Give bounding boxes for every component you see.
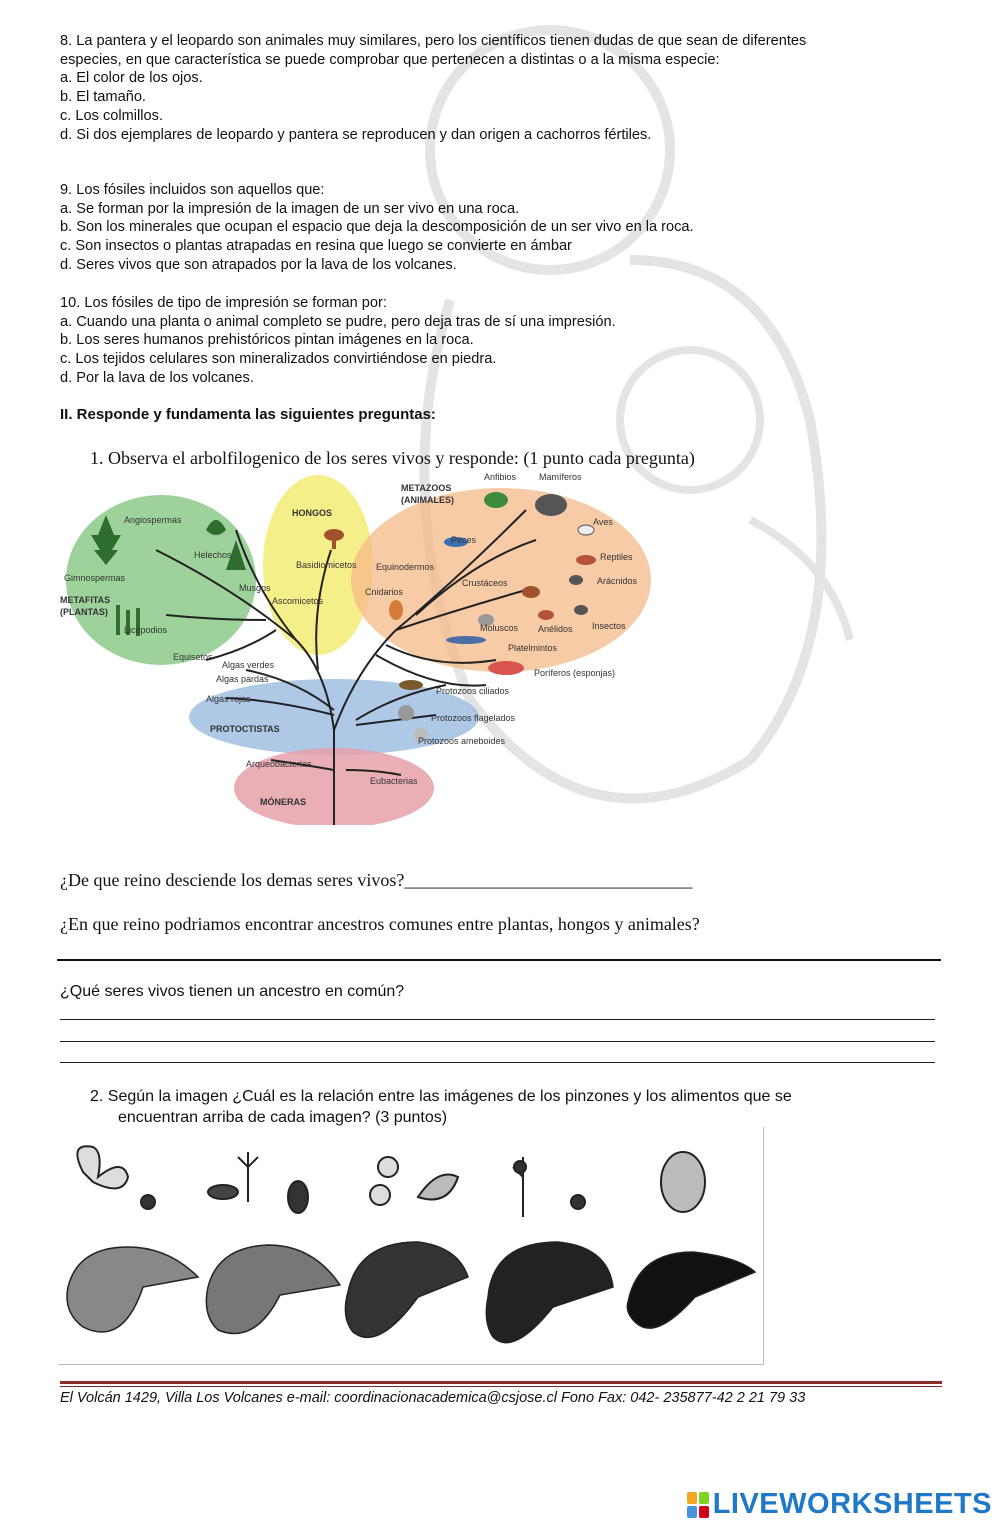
label-metafitas: METAFITAS	[60, 595, 111, 605]
label-moluscos: Moluscos	[480, 623, 519, 633]
finch-1	[67, 1247, 198, 1332]
label-mamiferos: Mamíferos	[539, 472, 582, 482]
question-9	[60, 181, 940, 275]
answer-line-c1[interactable]	[60, 1019, 935, 1020]
label-equinodermos: Equinodermos	[376, 562, 435, 572]
answer-line-c3[interactable]	[60, 1062, 935, 1063]
beetle-icon	[288, 1181, 308, 1213]
question-10-option-b[interactable]: b. Los seres humanos prehistóricos pintan imágenes en la roca.	[60, 332, 474, 349]
label-helechos: Helechos	[194, 550, 232, 560]
finches-illustration	[58, 1127, 764, 1365]
finch-5	[627, 1252, 755, 1328]
liveworksheets-wordmark: LIVEWORKSHEETS	[712, 1488, 992, 1520]
answer-line-c2[interactable]	[60, 1041, 935, 1042]
label-ascomicetos: Ascomicetos	[272, 596, 324, 606]
label-aracnidos: Arácnidos	[597, 576, 638, 586]
question-8-option-a[interactable]: a. El color de los ojos.	[60, 70, 203, 87]
question-8	[60, 32, 940, 144]
label-protozoos-ameboides: Protozoos ameboides	[418, 736, 506, 746]
phylogenetic-tree	[56, 470, 656, 825]
label-protoctistas: PROTOCTISTAS	[210, 724, 280, 734]
label-arqueobacterias: Arqueobacterias	[246, 759, 312, 769]
fly-icon	[571, 1195, 585, 1209]
question-8-option-c[interactable]: c. Los colmillos.	[60, 107, 163, 124]
label-peces: Peces	[451, 535, 477, 545]
question-9-stem: 9. Los fósiles incluidos son aquellos que:	[60, 182, 325, 198]
label-platelmintos: Platelmintos	[508, 643, 558, 653]
label-algas-pardas: Algas pardas	[216, 674, 269, 684]
question-10	[60, 294, 940, 388]
ant-icon	[141, 1195, 155, 1209]
label-plantas: (PLANTAS)	[60, 607, 108, 617]
label-basidiomicetos: Basidiomicetos	[296, 560, 357, 570]
label-anfibios: Anfibios	[484, 472, 517, 482]
question-8-stem-line2: especies, en que característica se puede comprobar que pertenecen a distintas o a la misma especie:	[60, 51, 720, 68]
label-musgos: Musgos	[239, 583, 271, 593]
liveworksheets-brand[interactable]	[687, 1488, 992, 1521]
label-protozoos-ciliados: Protozoos ciliados	[436, 686, 510, 696]
question-9-option-a[interactable]: a. Se forman por la impresión de la imagen de un ser vivo en una roca.	[60, 200, 520, 217]
label-equisetos: Equisetos	[173, 652, 213, 662]
label-aves: Aves	[593, 517, 613, 527]
label-moneras: MÓNERAS	[260, 797, 307, 807]
flower-icon	[378, 1157, 398, 1177]
label-crustaceos: Crustáceos	[462, 578, 508, 588]
label-insectos: Insectos	[592, 621, 626, 631]
label-gimnospermas: Gimnospermas	[64, 573, 126, 583]
label-licopodios: Licopodios	[124, 625, 168, 635]
label-cnidarios: Cnidarios	[365, 587, 404, 597]
question-b[interactable]: ¿En que reino podriamos encontrar ancestros comunes entre plantas, hongos y animales?	[60, 914, 700, 934]
liveworksheets-logo-icon	[687, 1492, 709, 1518]
footer-rule-thick	[60, 1381, 942, 1384]
label-protozoos-flagelados: Protozoos flagelados	[431, 713, 516, 723]
question-9-option-c[interactable]: c. Son insectos o plantas atrapadas en resina que luego se convierte en ámbar	[60, 238, 572, 255]
question-10-option-d[interactable]: d. Por la lava de los volcanes.	[60, 369, 254, 386]
item-2-line2: encuentran arriba de cada imagen? (3 puntos)	[118, 1109, 448, 1126]
finch-3	[345, 1242, 468, 1337]
finch-2	[206, 1245, 340, 1333]
label-algas-rojas: Algas rojas	[206, 694, 251, 704]
label-hongos: HONGOS	[292, 508, 333, 518]
footer-rule-thin	[60, 1386, 942, 1387]
question-8-option-b[interactable]: b. El tamaño.	[60, 89, 146, 106]
finch-heads	[67, 1242, 755, 1343]
question-8-option-d[interactable]: d. Si dos ejemplares de leopardo y pantera se reproducen y dan origen a cachorros fértiles.	[60, 126, 652, 143]
question-10-stem: 10. Los fósiles de tipo de impresión se forman por:	[60, 295, 387, 311]
question-8-stem-line1: 8. La pantera y el leopardo son animales muy similares, pero los científicos tienen dudas de que sean de diferentes	[60, 33, 807, 49]
question-a[interactable]: ¿De que reino desciende los demas seres vivos?________________________________	[60, 870, 693, 890]
item-2-line1: 2. Según la imagen ¿Cuál es la relación entre las imágenes de los pinzones y los alimentos que se	[90, 1088, 792, 1105]
flower-plant-icon	[238, 1152, 258, 1202]
butterfly-icon	[77, 1146, 128, 1188]
question-10-option-a[interactable]: a. Cuando una planta o animal completo se pudre, pero deja tras de sí una impresión.	[60, 313, 616, 330]
larva-icon	[208, 1185, 238, 1199]
label-poriferos: Poríferos (esponjas)	[534, 668, 616, 678]
label-reptiles: Reptiles	[600, 552, 633, 562]
leaf-icon	[418, 1175, 458, 1200]
question-9-option-d[interactable]: d. Seres vivos que son atrapados por la lava de los volcanes.	[60, 256, 457, 273]
finch-4	[486, 1242, 613, 1343]
footer-address: El Volcán 1429, Villa Los Volcanes e-mail: coordinacionacademica@csjose.cl Fono Fax: 042- 235877-42 2 21 79 33	[60, 1390, 806, 1406]
label-metazoos: METAZOOS	[401, 483, 452, 493]
label-angiospermas: Angiospermas	[124, 515, 182, 525]
label-eubacterias: Eubacterias	[370, 776, 418, 786]
question-c[interactable]: ¿Qué seres vivos tienen un ancestro en común?	[60, 983, 405, 1000]
question-10-option-c[interactable]: c. Los tejidos celulares son mineralizados convirtiéndose en piedra.	[60, 351, 497, 368]
cactus-icon	[661, 1152, 705, 1212]
section-2-title: II. Responde y fundamenta las siguientes preguntas:	[60, 406, 436, 423]
label-animales: (ANIMALES)	[401, 495, 454, 505]
food-icons	[77, 1146, 705, 1217]
item-1-prompt: 1. Observa el arbolfilogenico de los seres vivos y responde: (1 punto cada pregunta)	[90, 448, 695, 468]
label-algas-verdes: Algas verdes	[222, 660, 275, 670]
answer-line-b[interactable]	[57, 959, 941, 961]
question-9-option-b[interactable]: b. Son los minerales que ocupan el espacio que deja la descomposición de un ser vivo en la roca.	[60, 219, 694, 236]
label-anelidos: Anélidos	[538, 624, 573, 634]
